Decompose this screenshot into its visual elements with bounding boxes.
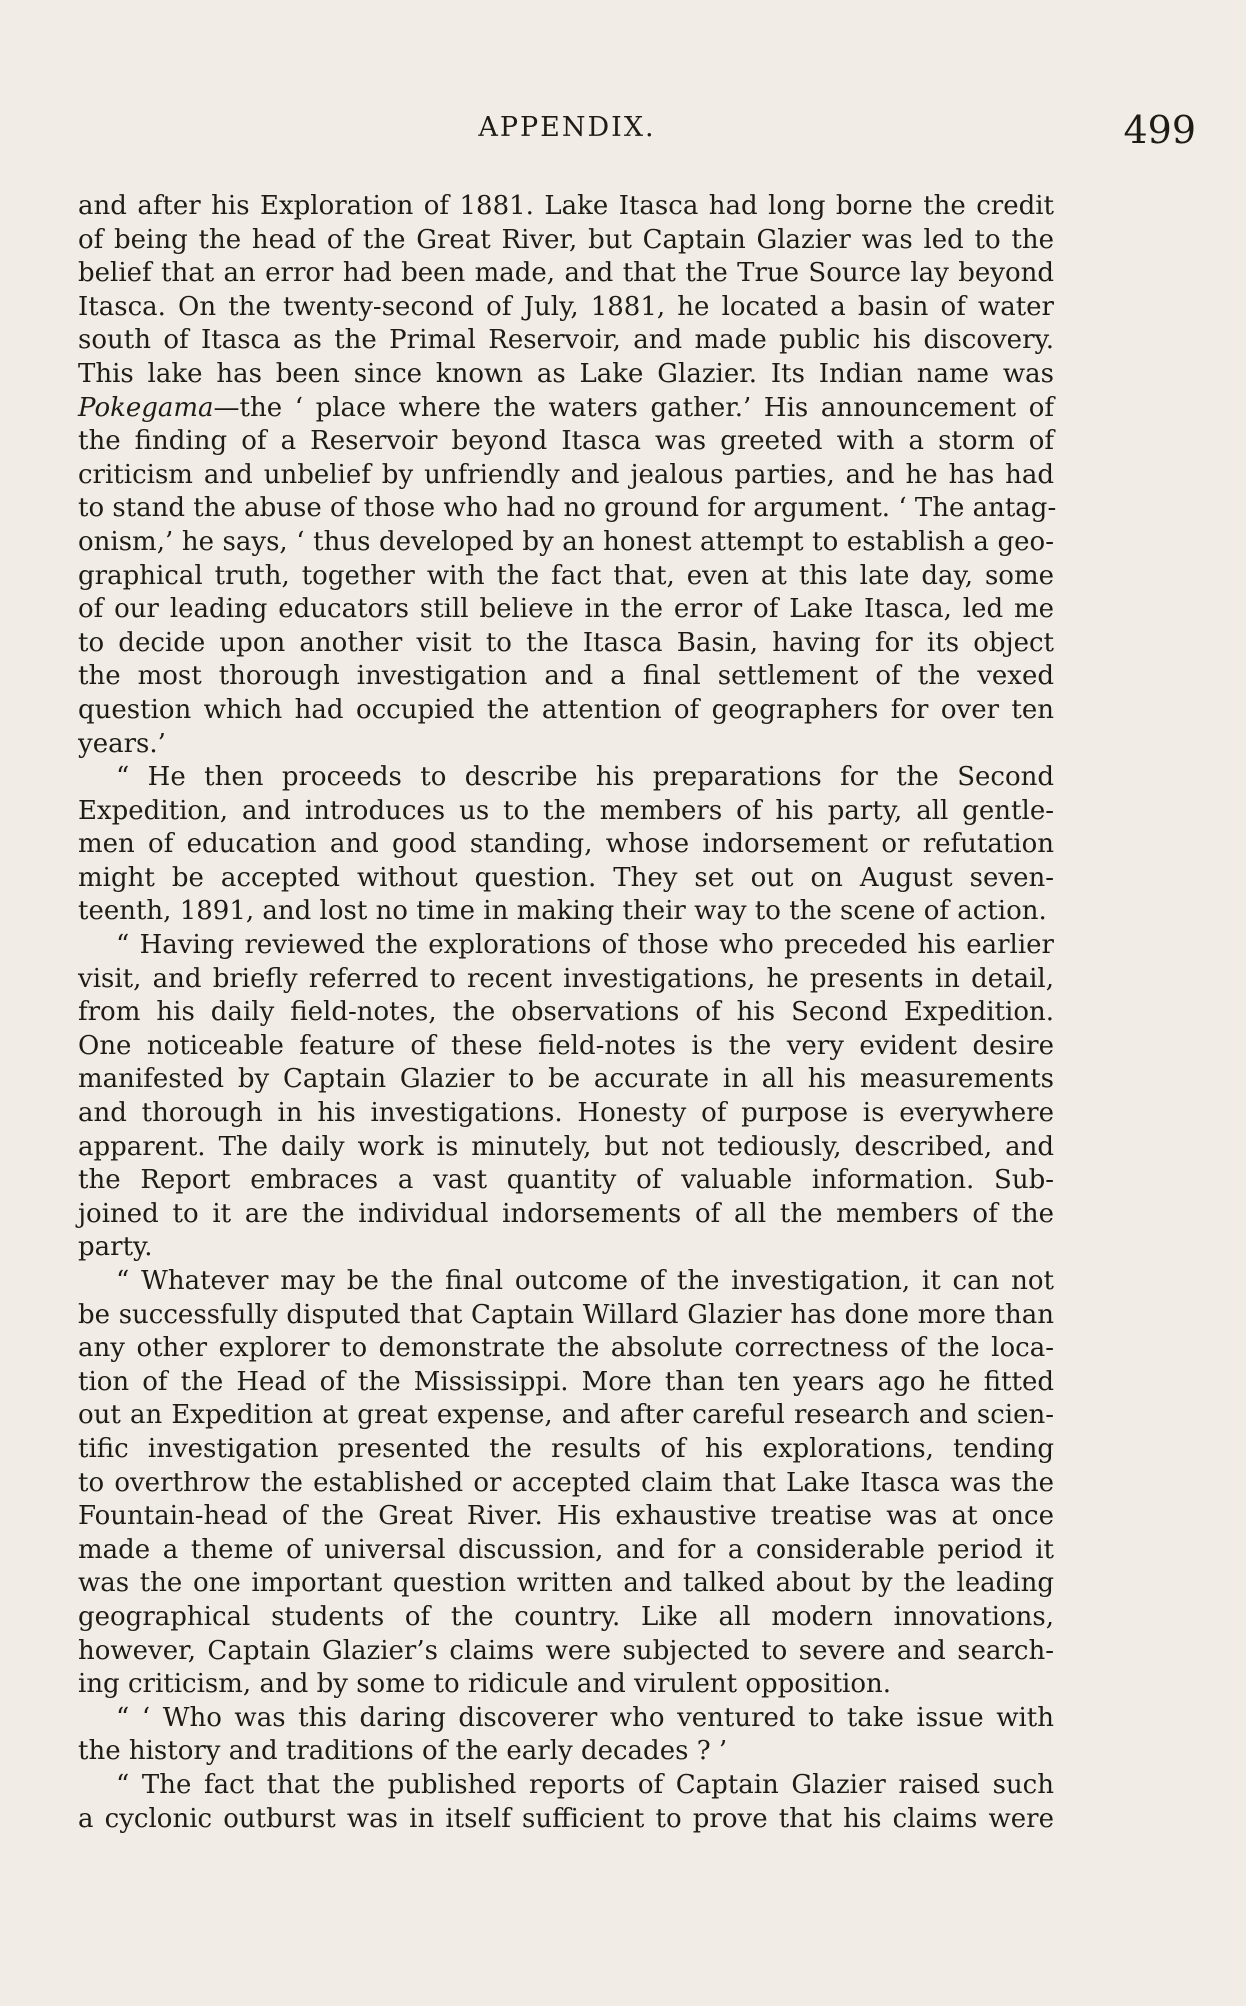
text-line: belief that an error had been made, and that the True Source lay beyond — [78, 258, 1054, 289]
text-line: geographical students of the country. Like all modern innovations, — [78, 1601, 1054, 1632]
text-line: might be accepted without question. They set out on August seven- — [78, 862, 1054, 893]
text-line: tific investigation presented the results of his explorations, tending — [78, 1433, 1054, 1464]
text-line: apparent. The daily work is minutely, but not tediously, described, and — [78, 1131, 1054, 1162]
page-header — [78, 108, 1196, 156]
text-line: question which had occupied the attention of geographers for over ten — [78, 694, 1054, 725]
text-line: Itasca. On the twenty-second of July, 1881, he located a basin of water — [78, 291, 1054, 322]
text-line: a cyclonic outburst was in itself sufficient to prove that his claims were — [78, 1803, 1054, 1834]
text-line: men of education and good standing, whose indorsement or refutation — [78, 829, 1054, 860]
text-line: ing criticism, and by some to ridicule and virulent opposition. — [78, 1669, 892, 1700]
text-line: “ Whatever may be the final outcome of the investigation, it can not — [116, 1266, 1054, 1296]
text-line: the finding of a Reservoir beyond Itasca was greeted with a storm of — [78, 426, 1054, 457]
text-line: was the one important question written and talked about by the leading — [78, 1568, 1054, 1599]
text-line: teenth, 1891, and lost no time in making their way to the scene of action. — [78, 896, 1047, 927]
text-line: and thorough in his investigations. Honesty of purpose is everywhere — [78, 1098, 1054, 1129]
text-line: made a theme of universal discussion, and for a considerable period it — [78, 1534, 1054, 1565]
text-line: Fountain-head of the Great River. His exhaustive treatise was at once — [78, 1501, 1054, 1532]
body-text — [78, 190, 1057, 1836]
text-line: joined to it are the individual indorsements of all the members of the — [78, 1198, 1054, 1229]
text-line: party. — [78, 1232, 153, 1263]
text-line-rest: —the ‘ place where the waters gather.’ His announcement of — [213, 392, 1054, 423]
text-line: One noticeable feature of these field-notes is the very evident desire — [78, 1030, 1054, 1061]
text-line: visit, and briefly referred to recent investigations, he presents in detail, — [78, 963, 1054, 994]
text-line: to overthrow the established or accepted claim that Lake Itasca was the — [78, 1467, 1054, 1498]
text-line — [78, 392, 1054, 426]
text-line: manifested by Captain Glazier to be accurate in all his measurements — [78, 1064, 1054, 1095]
text-line: out an Expedition at great expense, and after careful research and scien- — [78, 1400, 1054, 1431]
page-number: 499 — [1123, 108, 1196, 152]
text-line: onism,’ he says, ‘ thus developed by an honest attempt to establish a geo- — [78, 526, 1054, 557]
text-line: south of Itasca as the Primal Reservoir, and made public his discovery. — [78, 325, 1054, 356]
text-line: and after his Exploration of 1881. Lake Itasca had long borne the credit — [78, 191, 1054, 221]
text-line: to stand the abuse of those who had no ground for argument. ‘ The antag- — [78, 493, 1057, 524]
text-line: of being the head of the Great River, but Captain Glazier was led to the — [78, 224, 1054, 255]
text-line: years.’ — [78, 728, 166, 759]
text-line: tion of the Head of the Mississippi. More than ten years ago he fitted — [78, 1366, 1054, 1397]
text-line: “ ‘ Who was this daring discoverer who ventured to take issue with — [116, 1702, 1054, 1733]
text-line: to decide upon another visit to the Itasca Basin, having for its object — [78, 627, 1054, 658]
text-line: “ Having reviewed the explorations of those who preceded his earlier — [116, 930, 1054, 961]
text-line: from his daily field-notes, the observations of his Second Expedition. — [78, 997, 1054, 1028]
text-line: “ The fact that the published reports of Captain Glazier raised such — [116, 1769, 1054, 1800]
text-line: however, Captain Glazier’s claims were subjected to severe and search- — [78, 1635, 1054, 1666]
text-line: the Report embraces a vast quantity of valuable information. Sub- — [78, 1165, 1054, 1196]
text-line: any other explorer to demonstrate the absolute correctness of the loca- — [78, 1333, 1054, 1364]
italic-word: Pokegama — [78, 392, 214, 423]
text-line: the history and traditions of the early decades ? ’ — [78, 1736, 728, 1767]
text-line: criticism and unbelief by unfriendly and jealous parties, and he has had — [78, 459, 1054, 490]
text-line: Expedition, and introduces us to the members of his party, all gentle- — [78, 795, 1054, 826]
text-line: “ He then proceeds to describe his preparations for the Second — [116, 762, 1054, 793]
text-line: of our leading educators still believe in the error of Lake Itasca, led me — [78, 594, 1054, 625]
text-line: the most thorough investigation and a final settlement of the vexed — [78, 661, 1054, 692]
text-line: This lake has been since known as Lake Glazier. Its Indian name was — [78, 358, 1054, 389]
text-line: graphical truth, together with the fact that, even at this late day, some — [78, 560, 1054, 591]
running-head: APPENDIX. — [478, 112, 656, 143]
text-line: be successfully disputed that Captain Willard Glazier has done more than — [78, 1299, 1054, 1330]
